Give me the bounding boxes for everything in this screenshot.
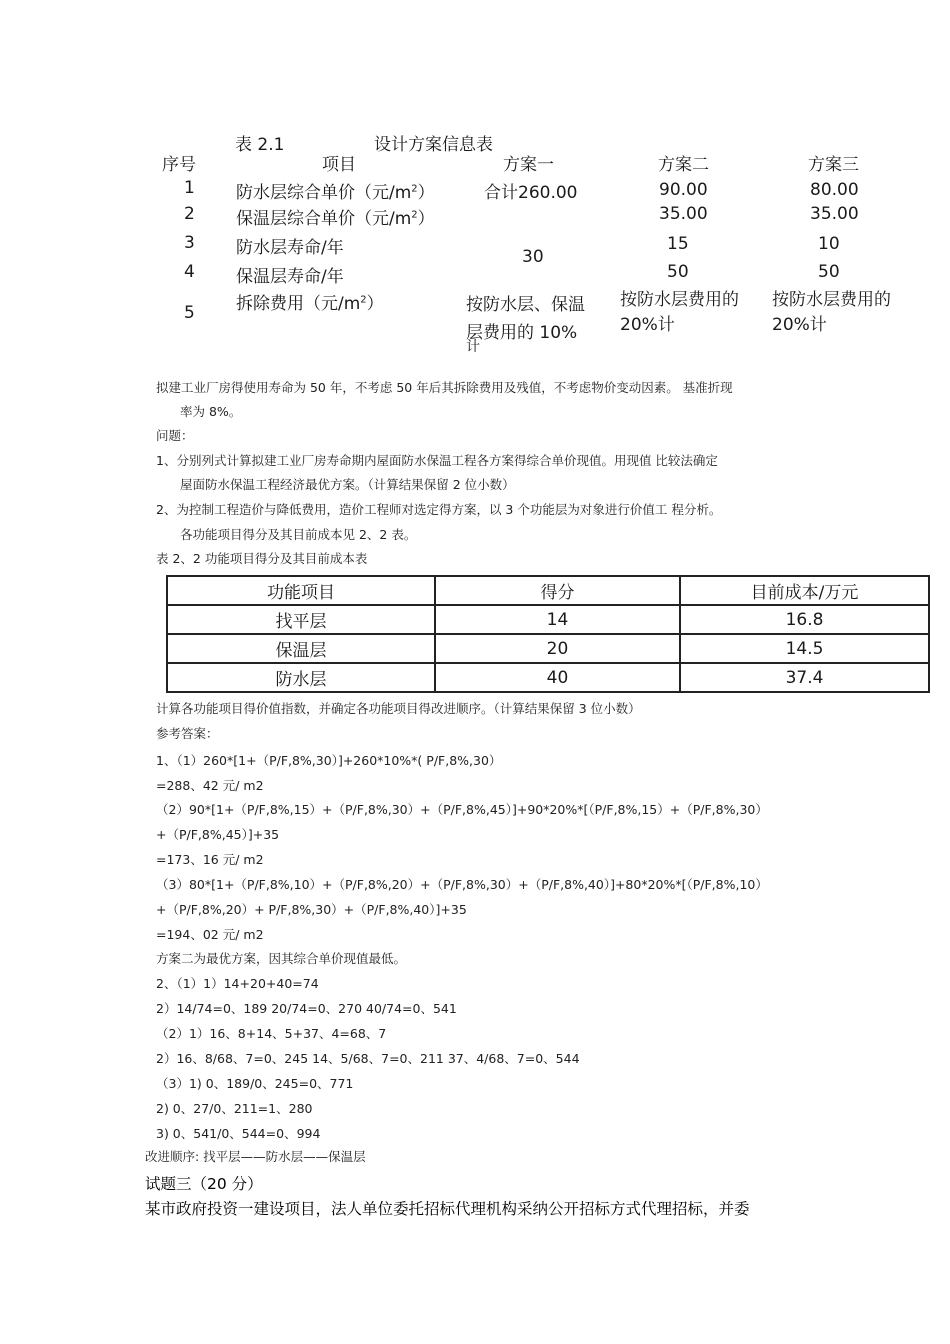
answer-line: +（P/F,8%,45）]+35	[156, 827, 280, 842]
table21-row3-item: 防水层寿命/年	[236, 238, 344, 258]
answer-label: 参考答案：	[156, 726, 219, 741]
question-1-line1: 1、分别列式计算拟建工业厂房寿命期内屋面防水保温工程各方案得综合单价现值。用现值 比较法确定	[156, 453, 718, 468]
table21-row5-plan1-line3: 计	[466, 339, 480, 355]
table21-title: 设计方案信息表	[374, 135, 493, 155]
question-label: 问题：	[156, 428, 194, 443]
table21-row3-plan3: 10	[818, 234, 840, 254]
paragraph-1-line1: 拟建工业厂房得使用寿命为 50 年，不考虑 50 年后其拆除费用及残值，不考虑物价变动因素。 基准折现	[156, 380, 733, 395]
table22-cell: 防水层	[167, 663, 435, 692]
answer-line: 3) 0、541/0、544=0、994	[156, 1126, 321, 1141]
table21-row5-plan1-line2: 层费用的 10%	[466, 323, 578, 343]
table22-cell: 16.8	[680, 605, 929, 634]
section-title: 试题三（20 分）	[145, 1175, 263, 1193]
question-1-line2: 屋面防水保温工程经济最优方案。（计算结果保留 2 位小数）	[180, 477, 515, 492]
table21-row1-no: 1	[184, 178, 195, 198]
table21-row2-plan3: 35.00	[810, 204, 859, 224]
table-row	[167, 576, 929, 605]
table21-header-plan1: 方案一	[503, 155, 554, 175]
answer-line: =194、02 元/ m2	[156, 927, 264, 942]
table21-row5-no: 5	[184, 303, 195, 323]
table-row	[167, 634, 929, 663]
answer-line: +（P/F,8%,20）+ P/F,8%,30）+（P/F,8%,40）]+35	[156, 902, 467, 917]
table21-row1-plan1: 合计260.00	[484, 183, 578, 203]
table21-row3-plan2: 15	[667, 234, 689, 254]
answer-line: =173、16 元/ m2	[156, 852, 264, 867]
question-2-line2: 各功能项目得分及其目前成本见 2、2 表。	[180, 527, 417, 542]
table-2-2-caption: 表 2、2 功能项目得分及其目前成本表	[156, 551, 368, 566]
answer-line: （3）80*[1+（P/F,8%,10）+（P/F,8%,20）+（P/F,8%,30）+（P/F,8%,40）]+80*20%*[（P/F,8%,10）	[156, 877, 768, 892]
table22-cell: 14.5	[680, 634, 929, 663]
table22-header-item: 功能项目	[167, 576, 435, 605]
table21-row3-no: 3	[184, 233, 195, 253]
answer-line: （2）1）16、8+14、5+37、4=68、7	[156, 1026, 387, 1041]
answer-line: =288、42 元/ m2	[156, 778, 264, 793]
table-row	[167, 663, 929, 692]
table22-cell: 找平层	[167, 605, 435, 634]
table22-cell: 20	[435, 634, 680, 663]
table21-row1-plan2: 90.00	[659, 180, 708, 200]
answer-line: 2、（1）1）14+20+40=74	[156, 976, 319, 991]
table21-header-plan2: 方案二	[658, 155, 709, 175]
table21-row1-plan3: 80.00	[810, 180, 859, 200]
table21-row4-plan2: 50	[667, 262, 689, 282]
table22-cell: 14	[435, 605, 680, 634]
table21-header-item: 项目	[322, 155, 356, 175]
table21-row2-no: 2	[184, 204, 195, 224]
table21-row2-plan2: 35.00	[659, 204, 708, 224]
table-row	[167, 605, 929, 634]
table22-cell: 37.4	[680, 663, 929, 692]
table21-row5-plan3-line2: 20%计	[772, 315, 827, 335]
answer-line: （2）90*[1+（P/F,8%,15）+（P/F,8%,30）+（P/F,8%,45）]+90*20%*[（P/F,8%,15）+（P/F,8%,30）	[156, 802, 768, 817]
section-body: 某市政府投资一建设项目，法人单位委托招标代理机构采纳公开招标方式代理招标，并委	[145, 1200, 750, 1218]
table22-cell: 40	[435, 663, 680, 692]
table21-row4-plan3: 50	[818, 262, 840, 282]
answer-line: 方案二为最优方案，因其综合单价现值最低。	[156, 951, 407, 966]
table21-number: 表 2.1	[235, 135, 285, 155]
answer-line: 2）16、8/68、7=0、245 14、5/68、7=0、211 37、4/68、7=0、544	[156, 1051, 580, 1066]
table22-cell: 保温层	[167, 634, 435, 663]
table21-row5-plan2-line1: 按防水层费用的	[620, 290, 739, 310]
answer-line: 2) 0、27/0、211=1、280	[156, 1101, 313, 1116]
paragraph-1-line2: 率为 8%。	[180, 404, 242, 419]
table21-row5-plan2-line2: 20%计	[620, 315, 675, 335]
table-2-2	[166, 575, 930, 693]
table22-header-score: 得分	[435, 576, 680, 605]
table22-header-cost: 目前成本/万元	[680, 576, 929, 605]
improvement-order: 改进顺序: 找平层——防水层——保温层	[145, 1149, 366, 1164]
table21-row2-item: 保温层综合单价（元$/m^2$）	[236, 209, 435, 229]
table21-row5-plan1-line1: 按防水层、保温	[466, 295, 585, 315]
after-table-instruction: 计算各功能项目得价值指数，并确定各功能项目得改进顺序。（计算结果保留 3 位小数）	[156, 701, 641, 716]
answer-line: （3）1) 0、189/0、245=0、771	[156, 1076, 354, 1091]
question-2-line1: 2、为控制工程造价与降低费用，造价工程师对选定得方案，以 3 个功能层为对象进行价值工 程分析。	[156, 502, 722, 517]
answer-line: 2）14/74=0、189 20/74=0、270 40/74=0、541	[156, 1001, 457, 1016]
table21-row5-plan3-line1: 按防水层费用的	[772, 290, 891, 310]
table21-header-no: 序号	[162, 155, 196, 175]
table21-row3-plan1: 30	[522, 247, 544, 267]
table21-row4-no: 4	[184, 262, 195, 282]
table21-row1-item: 防水层综合单价（元$/m^2$）	[236, 183, 435, 203]
answer-line: 1、（1）260*[1+（P/F,8%,30）]+260*10%*( P/F,8%,30）	[156, 753, 502, 768]
table21-row5-item: 拆除费用（元$/m^2$）	[236, 294, 384, 314]
table21-header-plan3: 方案三	[808, 155, 859, 175]
table21-row4-item: 保温层寿命/年	[236, 267, 344, 287]
